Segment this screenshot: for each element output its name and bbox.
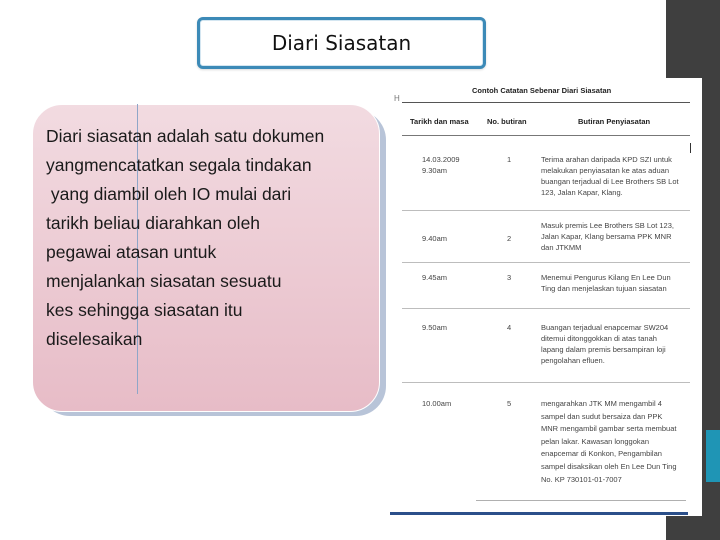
details-line: Buangan terjadual enapcemar SW204	[541, 323, 669, 332]
row-3-number	[507, 272, 525, 283]
row-5-number	[507, 398, 525, 409]
description-line: menjalankan siasatan sesuatu	[46, 271, 282, 291]
time-line: 9.30am	[422, 166, 448, 175]
details-line: lapang dalam premis bersampiran loji	[541, 345, 666, 354]
details-line: pelan lakar. Kawasan longgokan	[541, 436, 649, 446]
row-4-time	[422, 322, 484, 333]
row-separator	[402, 382, 690, 383]
description-line: Diari siasatan adalah satu dokumen	[46, 126, 325, 146]
row-4-number	[507, 322, 525, 333]
details-line: enapcemar di Konkon, Pengambilan	[541, 449, 662, 459]
description-line: kes sehingga siasatan itu	[46, 300, 243, 320]
right-accent-stripe	[706, 430, 720, 482]
description-line: yangmencatatkan segala tindakan	[46, 155, 312, 175]
description-line: diselesaikan	[46, 329, 143, 349]
row-2-time	[422, 233, 484, 244]
time-line: 9.50am	[422, 323, 448, 332]
details-line: pengolahan efluen.	[541, 356, 605, 365]
row-1-number	[507, 154, 525, 165]
column-header-details: Butiran Penyiasatan	[578, 117, 651, 126]
slide-title: Diari Siasatan	[271, 31, 412, 55]
number-value: 2	[507, 234, 512, 243]
column-header-date-time: Tarikh dan masa	[410, 117, 469, 126]
details-line: sampel dan sudut bersaiza dan PPK	[541, 411, 663, 421]
description-line: tarikh beliau diarahkan oleh	[46, 213, 261, 233]
document-bottom-border	[476, 500, 686, 501]
row-5-details	[541, 398, 689, 486]
details-line: dan JTKMM	[541, 243, 582, 252]
details-line: 123, Jalan Kapar, Klang.	[541, 188, 623, 197]
row-2-details	[541, 220, 689, 253]
column-header-number: No. butiran	[487, 117, 527, 126]
number-value: 4	[507, 323, 512, 332]
row-separator	[402, 210, 690, 211]
title-box	[197, 17, 486, 69]
row-4-details	[541, 322, 689, 366]
column-header-rule	[402, 135, 690, 136]
document-header-mark: H	[394, 94, 400, 103]
details-line: buangan terjadual di Lee Brothers SB Lot	[541, 177, 679, 186]
details-line: Masuk premis Lee Brothers SB Lot 123,	[541, 221, 674, 230]
row-3-time	[422, 272, 484, 283]
details-line: No. KP 730101-01-7007	[541, 474, 622, 484]
document-margin-mark	[690, 143, 691, 153]
row-5-time	[422, 398, 484, 409]
document-header-rule	[402, 102, 690, 103]
details-line: Ting dan menjelaskan tujuan siasatan	[541, 284, 667, 293]
time-line: 9.40am	[422, 234, 448, 243]
time-line: 9.45am	[422, 273, 448, 282]
description-line: yang diambil oleh IO mulai dari	[46, 184, 292, 204]
details-line: MNR mengambil gambar serta membuat	[541, 424, 677, 434]
row-1-details	[541, 154, 689, 198]
row-1-time	[422, 154, 484, 176]
details-line: melakukan penyiasatan ke atas aduan	[541, 166, 670, 175]
number-value: 1	[507, 155, 512, 164]
details-line: ditemui ditonggokkan di atas tanah	[541, 334, 657, 343]
document-heading: Contoh Catatan Sebenar Diari Siasatan	[472, 86, 612, 95]
document-underline-accent	[390, 512, 688, 515]
description-text	[46, 122, 376, 354]
details-line: sampel disaksikan oleh En Lee Dun Ting	[541, 461, 677, 471]
row-separator	[402, 262, 690, 263]
number-value: 5	[507, 399, 512, 408]
description-line: pegawai atasan untuk	[46, 242, 217, 262]
time-line: 14.03.2009	[422, 155, 460, 164]
details-line: Menemui Pengurus Kilang En Lee Dun	[541, 273, 671, 282]
row-3-details	[541, 272, 689, 294]
details-line: Jalan Kapar, Klang bersama PPK MNR	[541, 232, 672, 241]
details-line: mengarahkan JTK MM mengambil 4	[541, 399, 662, 408]
row-separator	[402, 308, 690, 309]
time-line: 10.00am	[422, 399, 452, 408]
details-line: Terima arahan daripada KPD SZI untuk	[541, 155, 672, 164]
row-2-number	[507, 233, 525, 244]
number-value: 3	[507, 273, 512, 282]
